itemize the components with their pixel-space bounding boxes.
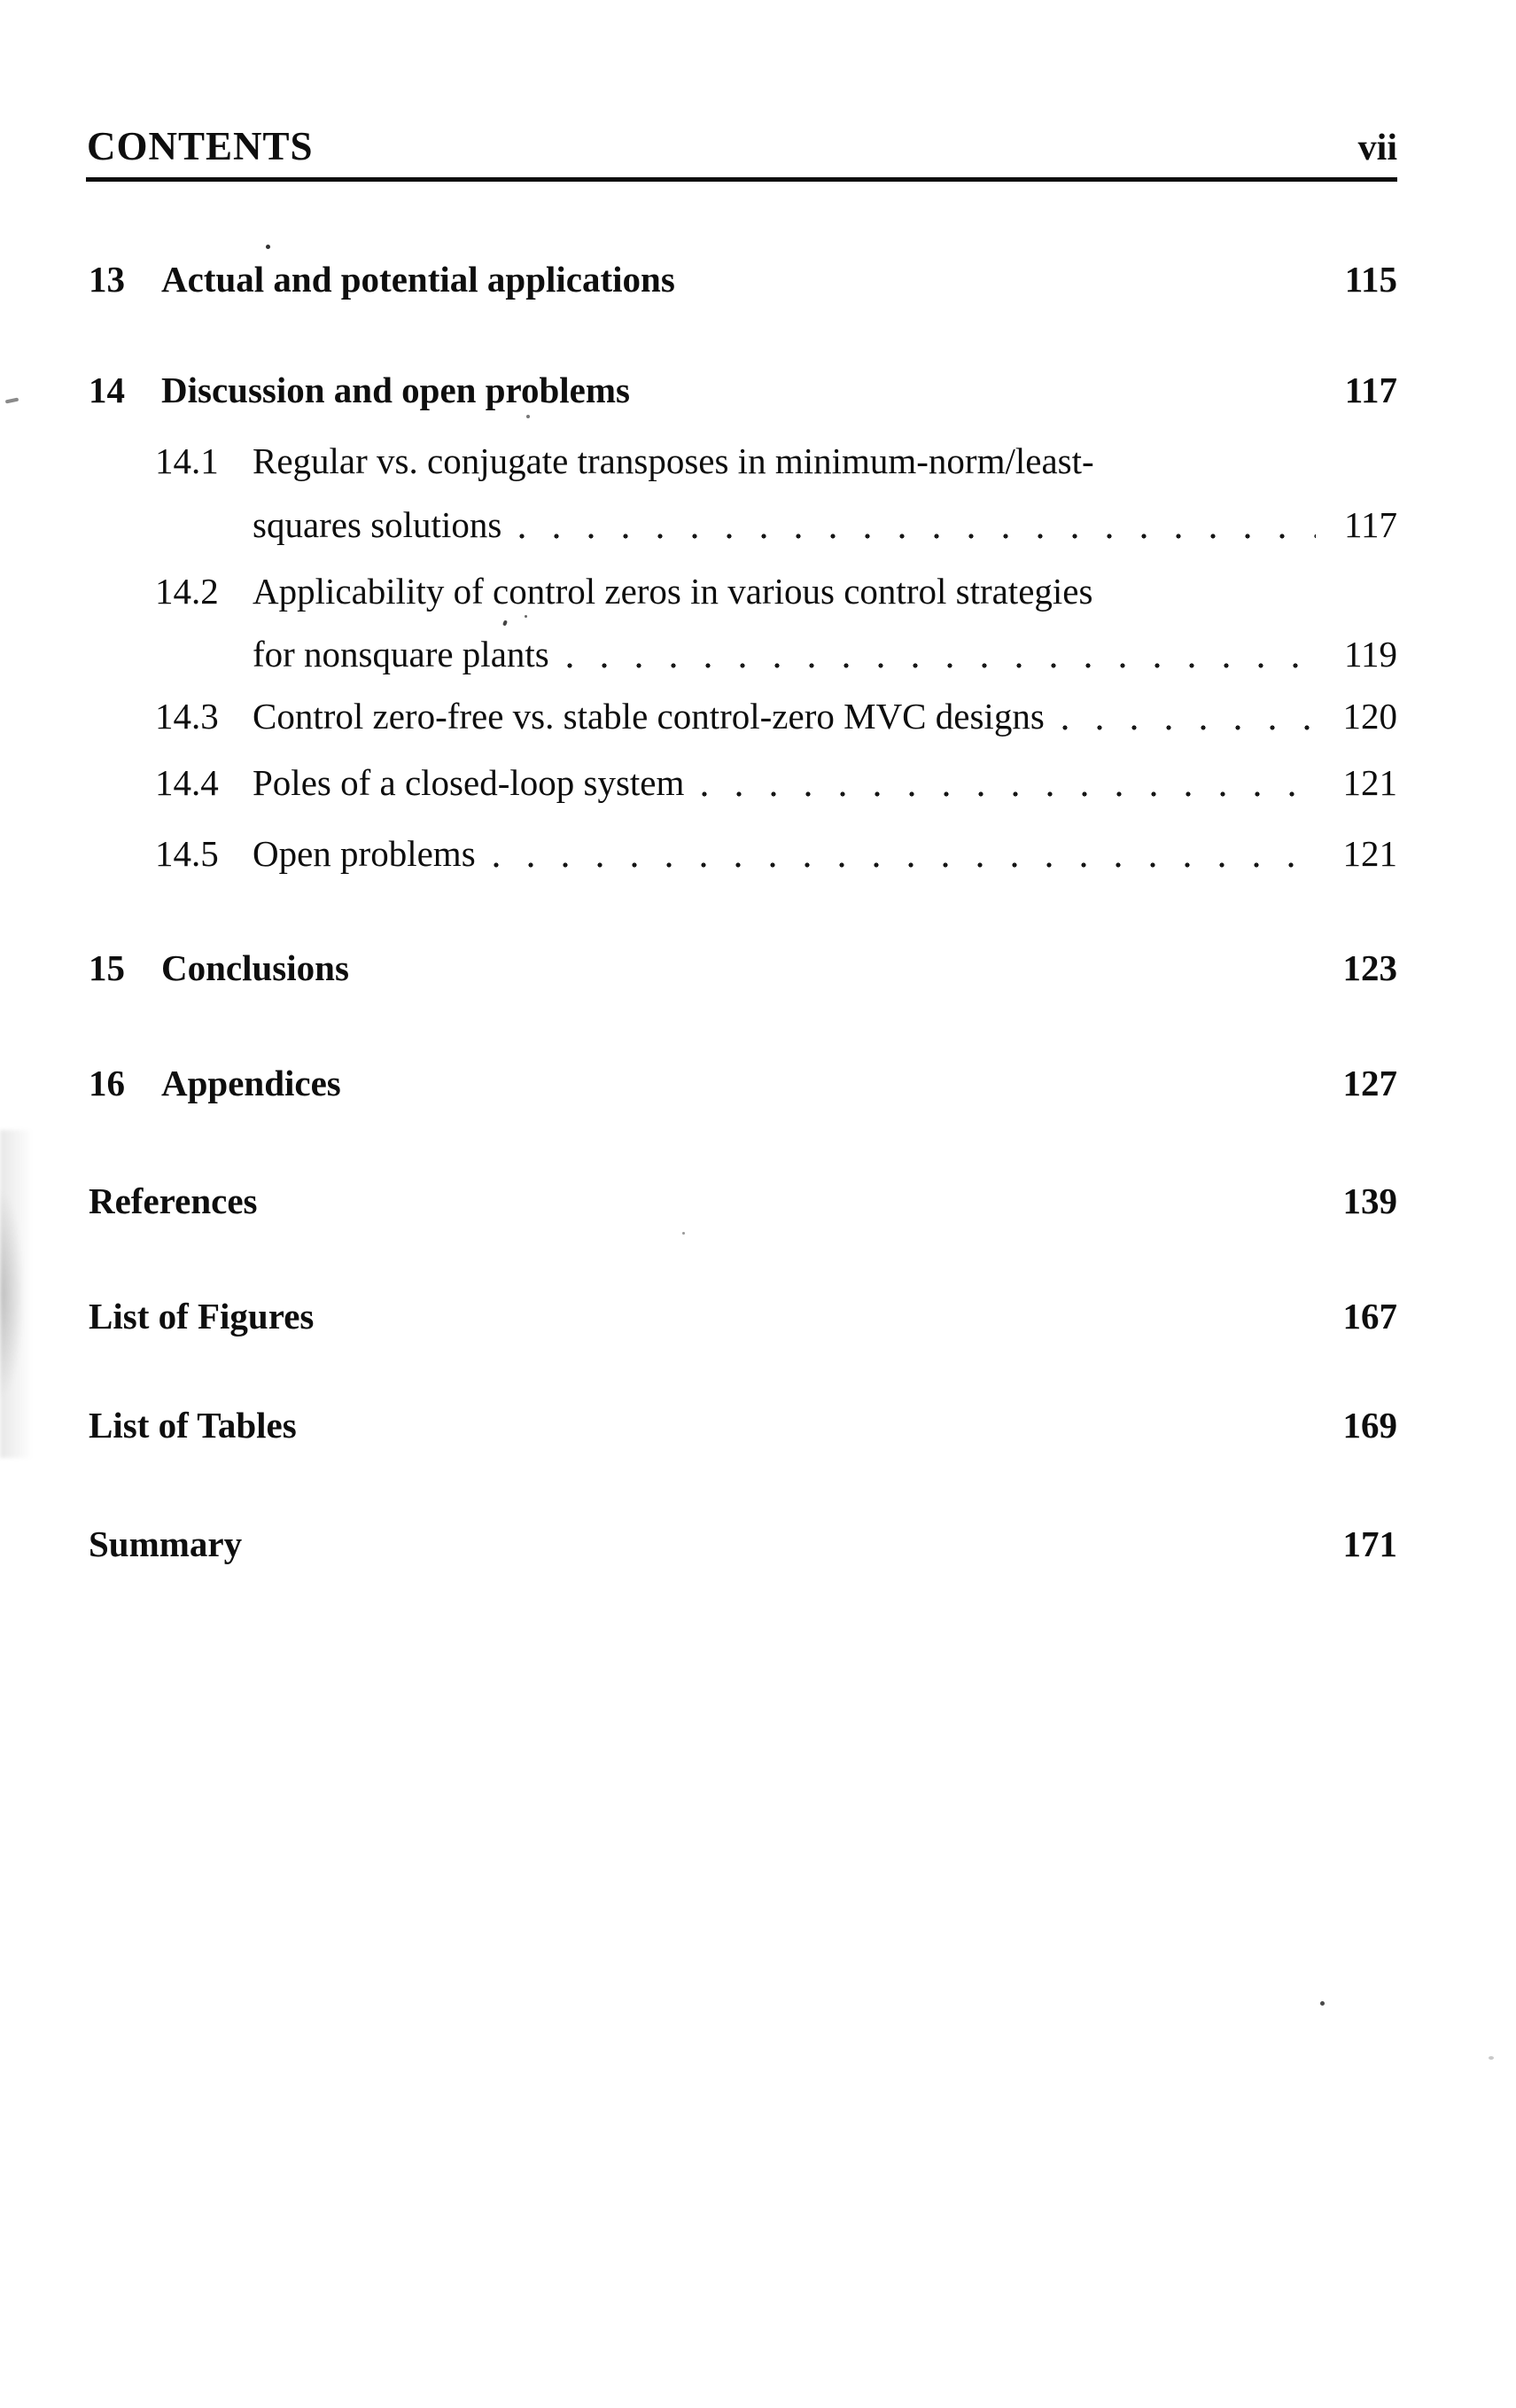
entry-number: 14.1 [155,440,219,481]
scan-artifact-speck [1320,2001,1325,2006]
folio-page-number: vii [1357,128,1397,168]
dot-leader [494,861,1316,869]
entry-title: Discussion and open problems [161,370,630,410]
toc-entry-summary [89,1523,1397,1565]
entry-page: 117 [1344,370,1397,410]
scan-artifact-speck [526,415,530,418]
entry-title: Control zero-free vs. stable control-zero MVC designs [253,696,1045,736]
scan-artifact-speck [682,1232,685,1235]
entry-title-line1: Applicability of control zeros in various control strategies [253,571,1093,612]
entry-page: 119 [1344,634,1397,674]
entry-title: List of Figures [89,1296,315,1336]
entry-page: 171 [1342,1524,1397,1564]
entry-title: Summary [89,1524,243,1564]
toc-entry-16 [89,1062,1397,1104]
entry-title: Appendices [161,1063,341,1103]
entry-page: 115 [1344,259,1397,300]
entry-title: Actual and potential applications [161,259,675,300]
entry-page: 169 [1342,1405,1397,1446]
toc-entry-14-5 [89,832,1397,875]
toc-entry-13 [89,258,1397,300]
entry-number: 15 [89,947,125,988]
toc-entry-14 [89,369,1397,411]
entry-number: 14.4 [155,762,219,803]
toc-entry-14-4 [89,761,1397,804]
entry-page: 120 [1342,696,1397,736]
toc-entry-14-2-line1 [89,570,1397,612]
entry-page: 123 [1342,947,1397,988]
entry-title: References [89,1181,258,1221]
scan-artifact-speck [266,245,270,249]
entry-title: Poles of a closed-loop system [253,762,685,803]
entry-title: Conclusions [161,947,349,988]
toc-entry-14-1-line2 [89,503,1397,546]
scan-artifact-speck [1489,2056,1494,2060]
entry-page: 121 [1342,762,1397,803]
entry-title: List of Tables [89,1405,297,1446]
toc-entry-list-of-tables [89,1404,1397,1446]
header-rule [86,177,1397,182]
entry-number: 14.2 [155,571,219,612]
entry-page: 117 [1344,504,1397,545]
toc-entry-references [89,1180,1397,1222]
toc-entry-14-1-line1 [89,440,1397,482]
toc-entry-15 [89,947,1397,989]
entry-page: 121 [1342,833,1397,874]
scan-artifact-speck [502,620,508,626]
entry-page: 167 [1342,1296,1397,1336]
entry-number: 13 [89,259,125,300]
entry-title-line2: squares solutions [253,504,502,545]
entry-title-line1: Regular vs. conjugate transposes in minimum-norm/least- [253,440,1094,481]
entry-page: 139 [1342,1181,1397,1221]
scan-artifact-speck [525,615,527,618]
scan-shadow-left-edge [0,1130,41,1458]
entry-number: 14.5 [155,833,219,874]
entry-number: 16 [89,1063,125,1103]
dot-leader [567,662,1316,670]
entry-title-line2: for nonsquare plants [253,634,549,674]
entry-title: Open problems [253,833,476,874]
toc-entry-14-2-line2 [89,633,1397,675]
scan-artifact-dash [5,397,19,403]
entry-page: 127 [1342,1063,1397,1103]
dot-leader [1062,724,1316,732]
page-title: CONTENTS [87,124,314,168]
entry-number: 14 [89,370,125,410]
dot-leader [702,791,1316,799]
toc-entry-14-3 [89,695,1397,737]
toc-entry-list-of-figures [89,1295,1397,1337]
dot-leader [519,533,1316,541]
entry-number: 14.3 [155,696,219,736]
